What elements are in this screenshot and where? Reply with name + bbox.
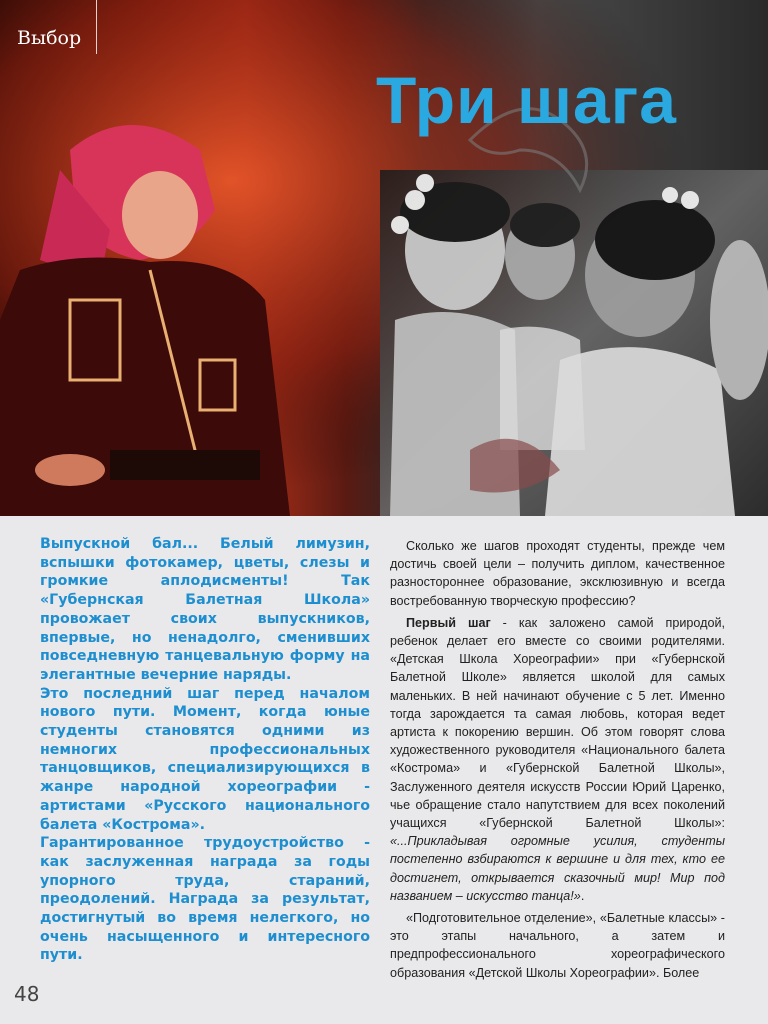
lead-column [40, 535, 370, 965]
section-label: Выбор [17, 27, 82, 49]
lead-paragraph: Гарантированное трудоустройство - как заслуженная награда за годы упорного труда, стараний, преодолений. Награда за результат, достигнутый во время нелегкого, но очень насыщенного и интересного пути. [40, 835, 370, 964]
director-quote: «...Прикладывая огромные усилия, студенты постепенно взбираются к вершине и для тех, кто ее достигнет, открывается сказочный мир! Мир под названием – искусство танца!» [390, 834, 725, 903]
body-paragraph-first-step [390, 614, 725, 905]
page-number: 48 [14, 982, 40, 1006]
lead-paragraph: Выпускной бал... Белый лимузин, вспышки фотокамер, цветы, слезы и громкие аплодисменты! Так «Губернская Балетная Школа» провожает своих выпускников, впервые, но ненадолго, сменивших повседневную танцевальную форму на элегантные вечерние наряды. [40, 536, 370, 683]
body-column [390, 537, 725, 986]
quote-end: . [580, 888, 585, 903]
body-paragraph-intro: Сколько же шагов проходят студенты, прежде чем достичь своей цели – получить диплом, качественное разностороннее образование, эксклюзивную и всегда востребованную творческую профессию? [390, 539, 725, 608]
lead-paragraph: Это последний шаг перед началом нового пути. Момент, когда юные студенты становятся одними из немногих профессиональных танцовщиков, специализирующихся в жанре народной хореографии - артистами «Русского национального балета «Кострома». [40, 685, 370, 833]
article-title: Три шага [376, 63, 677, 137]
body-paragraph-classes: «Подготовительное отделение», «Балетные классы» - это этапы начального, а затем и предпрофессионального хореографического образования «Детской Школы Хореографии». Более [390, 911, 725, 980]
section-divider [96, 0, 97, 54]
first-step-text: - как заложено самой природой, ребенок делает его вместе со своими родителями. «Детская Школа Хореографии» при «Губернской Балетной Школе» является школой для самых маленьких. В ней начинают обучение с 5 лет. Именно тогда зарождается та самая любовь, которая ведет артиста к покорению вершин. Об этом говорят слова художественного руководителя «Национального балета «Кострома» и «Губернской Балетной Школы», Заслуженного деятеля искусств России Юрий Царенко, чье обращение стало напутствием для всех поколений учащихся «Губернской Балетной Школы»: [390, 615, 726, 831]
first-step-heading: Первый шаг [406, 615, 491, 630]
